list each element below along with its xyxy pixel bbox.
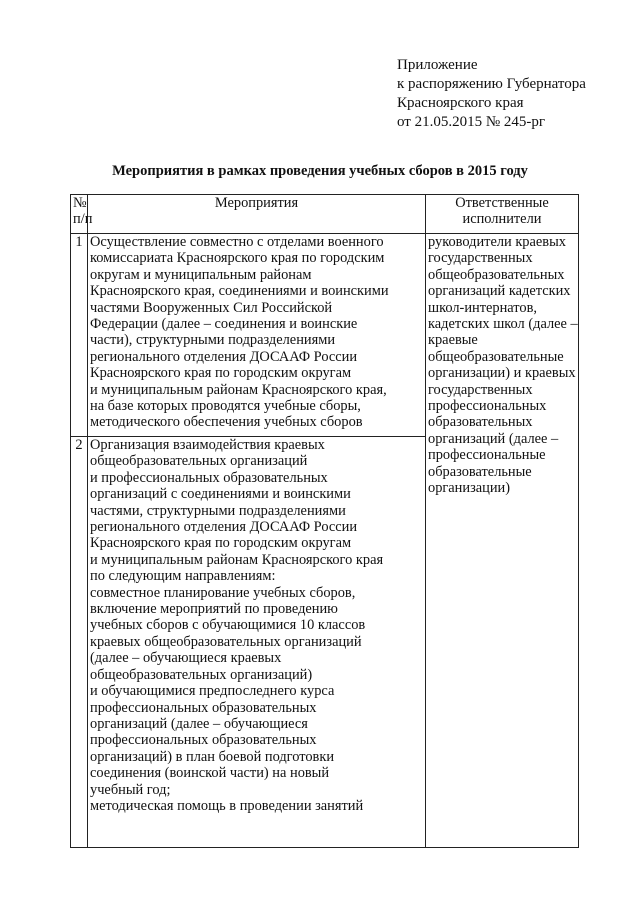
measure-line: Красноярского края по городским округам — [90, 365, 352, 382]
responsible-line: организации) — [428, 480, 511, 497]
header-responsible-line: исполнители — [462, 211, 542, 228]
measure-line: округам и муниципальным районам — [90, 266, 312, 283]
measure-line: и профессиональных образовательных — [90, 469, 328, 486]
responsible-line: профессиональные — [428, 447, 546, 464]
measure-line: Федерации (далее – соединения и воинские — [90, 316, 358, 333]
responsible-line: общеобразовательных — [428, 266, 565, 283]
appendix-line: Приложение — [397, 57, 478, 73]
responsible-line: организаций кадетских — [428, 283, 571, 300]
responsible-cell — [426, 234, 579, 848]
header-responsible — [426, 195, 579, 234]
header-responsible-line: Ответственные — [455, 195, 549, 211]
measure-line: Организация взаимодействия краевых — [90, 437, 325, 453]
table-header-row — [71, 195, 579, 234]
responsible-line: образовательные — [428, 463, 532, 480]
measure-line: совместное планирование учебных сборов, — [90, 584, 356, 601]
measure-line: организаций с соединениями и воинскими — [90, 486, 351, 503]
measure-line: организаций) в план боевой подготовки — [90, 748, 335, 765]
responsible-line: государственных — [428, 381, 533, 398]
measure-line: и муниципальным районам Красноярского края — [90, 551, 384, 568]
responsible-line: организаций (далее – — [428, 430, 559, 447]
measure-line: части), структурными подразделениями — [90, 332, 336, 349]
measure-cell — [88, 437, 426, 848]
responsible-line: образовательных — [428, 414, 533, 431]
appendix-line: Красноярского края — [397, 95, 524, 111]
measure-line: Красноярского края по городским округам — [90, 535, 352, 552]
header-measures — [88, 195, 426, 234]
row-number: 1 — [71, 234, 88, 437]
responsible-line: школ-интернатов, — [428, 299, 537, 316]
measure-line: по следующим направлениям: — [90, 568, 276, 585]
header-measures-label: Мероприятия — [214, 195, 299, 211]
header-number-line: п/п — [73, 211, 93, 228]
appendix-line: к распоряжению Губернатора — [397, 76, 586, 92]
measure-line: профессиональных образовательных — [90, 732, 317, 749]
measure-line: методического обеспечения учебных сборов — [90, 414, 363, 431]
measure-line: регионального отделения ДОСААФ России — [90, 519, 358, 536]
appendix-header — [397, 56, 586, 132]
table-row — [71, 234, 579, 437]
header-number-line: № — [73, 195, 87, 211]
measure-cell — [88, 234, 426, 437]
measure-line: частями, структурными подразделениями — [90, 502, 346, 519]
measure-line: комиссариата Красноярского края по городским — [90, 250, 385, 267]
measure-line: профессиональных образовательных — [90, 699, 317, 716]
responsible-line: государственных — [428, 250, 533, 267]
measure-line: методическая помощь в проведении занятий — [90, 797, 364, 814]
responsible-line: профессиональных — [428, 398, 547, 415]
row-number: 2 — [71, 437, 88, 848]
measure-line: соединения (воинской части) на новый — [90, 765, 330, 782]
measure-line: учебных сборов с обучающимися 10 классов — [90, 617, 366, 634]
measure-line: общеобразовательных организаций) — [90, 666, 313, 683]
measure-line: частями Вооруженных Сил Российской — [90, 299, 333, 316]
measure-line: (далее – обучающиеся краевых — [90, 650, 282, 667]
measure-line: регионального отделения ДОСААФ России — [90, 348, 358, 365]
measure-line: Красноярского края, соединениями и воинскими — [90, 283, 389, 300]
responsible-line: руководители краевых — [428, 234, 566, 250]
measure-line: краевых общеобразовательных организаций — [90, 633, 362, 650]
responsible-line: общеобразовательные — [428, 348, 564, 365]
measure-line: учебный год; — [90, 781, 171, 798]
header-number — [71, 195, 93, 234]
measure-line: Осуществление совместно с отделами военного — [90, 234, 384, 250]
measure-line: включение мероприятий по проведению — [90, 601, 338, 618]
measure-line: и муниципальным районам Красноярского края, — [90, 381, 387, 398]
measures-table — [70, 194, 579, 848]
measure-line: на базе которых проводятся учебные сборы, — [90, 398, 361, 415]
document-title: Мероприятия в рамках проведения учебных сборов в 2015 году — [112, 163, 528, 179]
appendix-line: от 21.05.2015 № 245-рг — [397, 114, 546, 130]
measure-line: общеобразовательных организаций — [90, 453, 308, 470]
responsible-line: кадетских школ (далее – — [428, 316, 578, 333]
measure-line: организаций (далее – обучающиеся — [90, 715, 308, 732]
responsible-line: организации) и краевых — [428, 365, 576, 382]
measure-line: и обучающимися предпоследнего курса — [90, 683, 335, 700]
responsible-line: краевые — [428, 332, 478, 349]
